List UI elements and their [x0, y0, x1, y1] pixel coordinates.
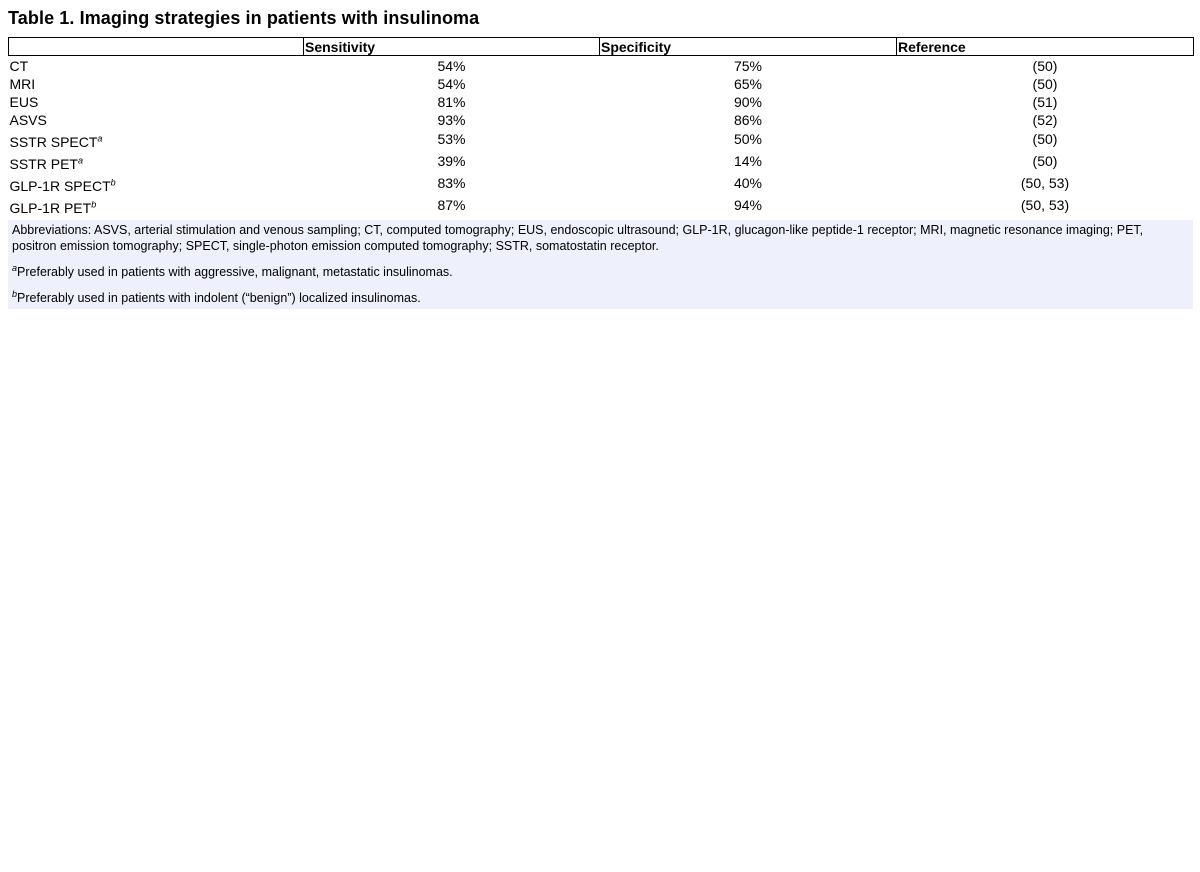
specificity-cell: 90% — [733, 94, 763, 110]
specificity-cell: 40% — [733, 175, 763, 191]
footnote-marker: a — [77, 155, 83, 166]
row-label-text: GLP-1R SPECT — [9, 178, 111, 194]
table-row — [9, 128, 1194, 150]
row-label — [9, 150, 304, 172]
table-row — [9, 92, 1194, 110]
reference-cell: (50, 53) — [1020, 197, 1070, 213]
footnote-marker: a — [97, 133, 103, 144]
footnote-b — [12, 290, 1189, 306]
row-label — [9, 92, 304, 110]
row-label-text: GLP-1R PET — [9, 200, 92, 216]
specificity-cell: 86% — [733, 112, 763, 128]
row-label-text: CT — [9, 58, 29, 74]
row-label — [9, 56, 304, 75]
specificity-cell: 14% — [733, 153, 763, 169]
sensitivity-cell: 39% — [437, 153, 466, 169]
footnote-marker: b — [91, 199, 97, 210]
table-row — [9, 74, 1194, 92]
sensitivity-cell: 93% — [437, 112, 466, 128]
reference-cell: (52) — [1032, 112, 1058, 128]
table-row — [9, 172, 1194, 194]
specificity-cell: 50% — [733, 131, 763, 147]
row-label — [9, 194, 304, 216]
table-row — [9, 194, 1194, 216]
row-label-text: MRI — [9, 76, 36, 92]
reference-cell: (50) — [1032, 131, 1058, 147]
row-label-text: ASVS — [9, 112, 47, 128]
header-blank — [9, 38, 304, 56]
table-title: Table 1. Imaging strategies in patients with insulinoma — [8, 8, 480, 28]
table-row — [9, 110, 1194, 128]
row-label — [9, 172, 304, 194]
sensitivity-cell: 81% — [437, 94, 466, 110]
footnote-a-marker: a — [12, 262, 18, 273]
table-header-row — [9, 38, 1194, 56]
reference-cell: (50) — [1032, 58, 1058, 74]
row-label — [9, 110, 304, 128]
row-label-text: EUS — [9, 94, 39, 110]
header-specificity: Specificity — [600, 38, 897, 56]
sensitivity-cell: 87% — [437, 197, 466, 213]
specificity-cell: 75% — [733, 58, 763, 74]
sensitivity-cell: 53% — [437, 131, 466, 147]
footnote-a-text: Preferably used in patients with aggressive, malignant, metastatic insulinomas. — [17, 265, 453, 279]
sensitivity-cell: 54% — [437, 58, 466, 74]
reference-cell: (51) — [1032, 94, 1058, 110]
footnote-a — [12, 264, 1189, 280]
reference-cell: (50, 53) — [1020, 175, 1070, 191]
abbreviations-note — [12, 222, 1189, 254]
reference-cell: (50) — [1032, 153, 1058, 169]
sensitivity-cell: 83% — [437, 175, 466, 191]
row-label — [9, 74, 304, 92]
imaging-strategies-table — [8, 37, 1194, 216]
sensitivity-cell: 54% — [437, 76, 466, 92]
row-label-text: SSTR SPECT — [9, 134, 98, 150]
specificity-cell: 65% — [733, 76, 763, 92]
specificity-cell: 94% — [733, 197, 763, 213]
reference-cell: (50) — [1032, 76, 1058, 92]
table-body — [9, 56, 1194, 217]
abbreviations-text: Abbreviations: ASVS, arterial stimulation and venous sampling; CT, computed tomography; EUS, endoscopic ultrasound; GLP-1R, glucagon-like peptide-1 receptor; MRI, magnetic resonance imaging; PET, positron emission tomography; SPECT, single-photon emission computed tomography; SSTR, somatostatin receptor. — [12, 223, 1144, 253]
document-page — [8, 7, 1193, 309]
header-reference: Reference — [897, 38, 1194, 56]
row-label-text: SSTR PET — [9, 156, 78, 172]
footnote-b-text: Preferably used in patients with indolent (“benign”) localized insulinomas. — [17, 291, 421, 305]
footnote-marker: b — [110, 177, 116, 188]
row-label — [9, 128, 304, 150]
header-sensitivity: Sensitivity — [304, 38, 600, 56]
footnote-b-marker: b — [12, 288, 18, 299]
table-row — [9, 150, 1194, 172]
table-row — [9, 56, 1194, 75]
table-footnotes — [8, 220, 1193, 309]
